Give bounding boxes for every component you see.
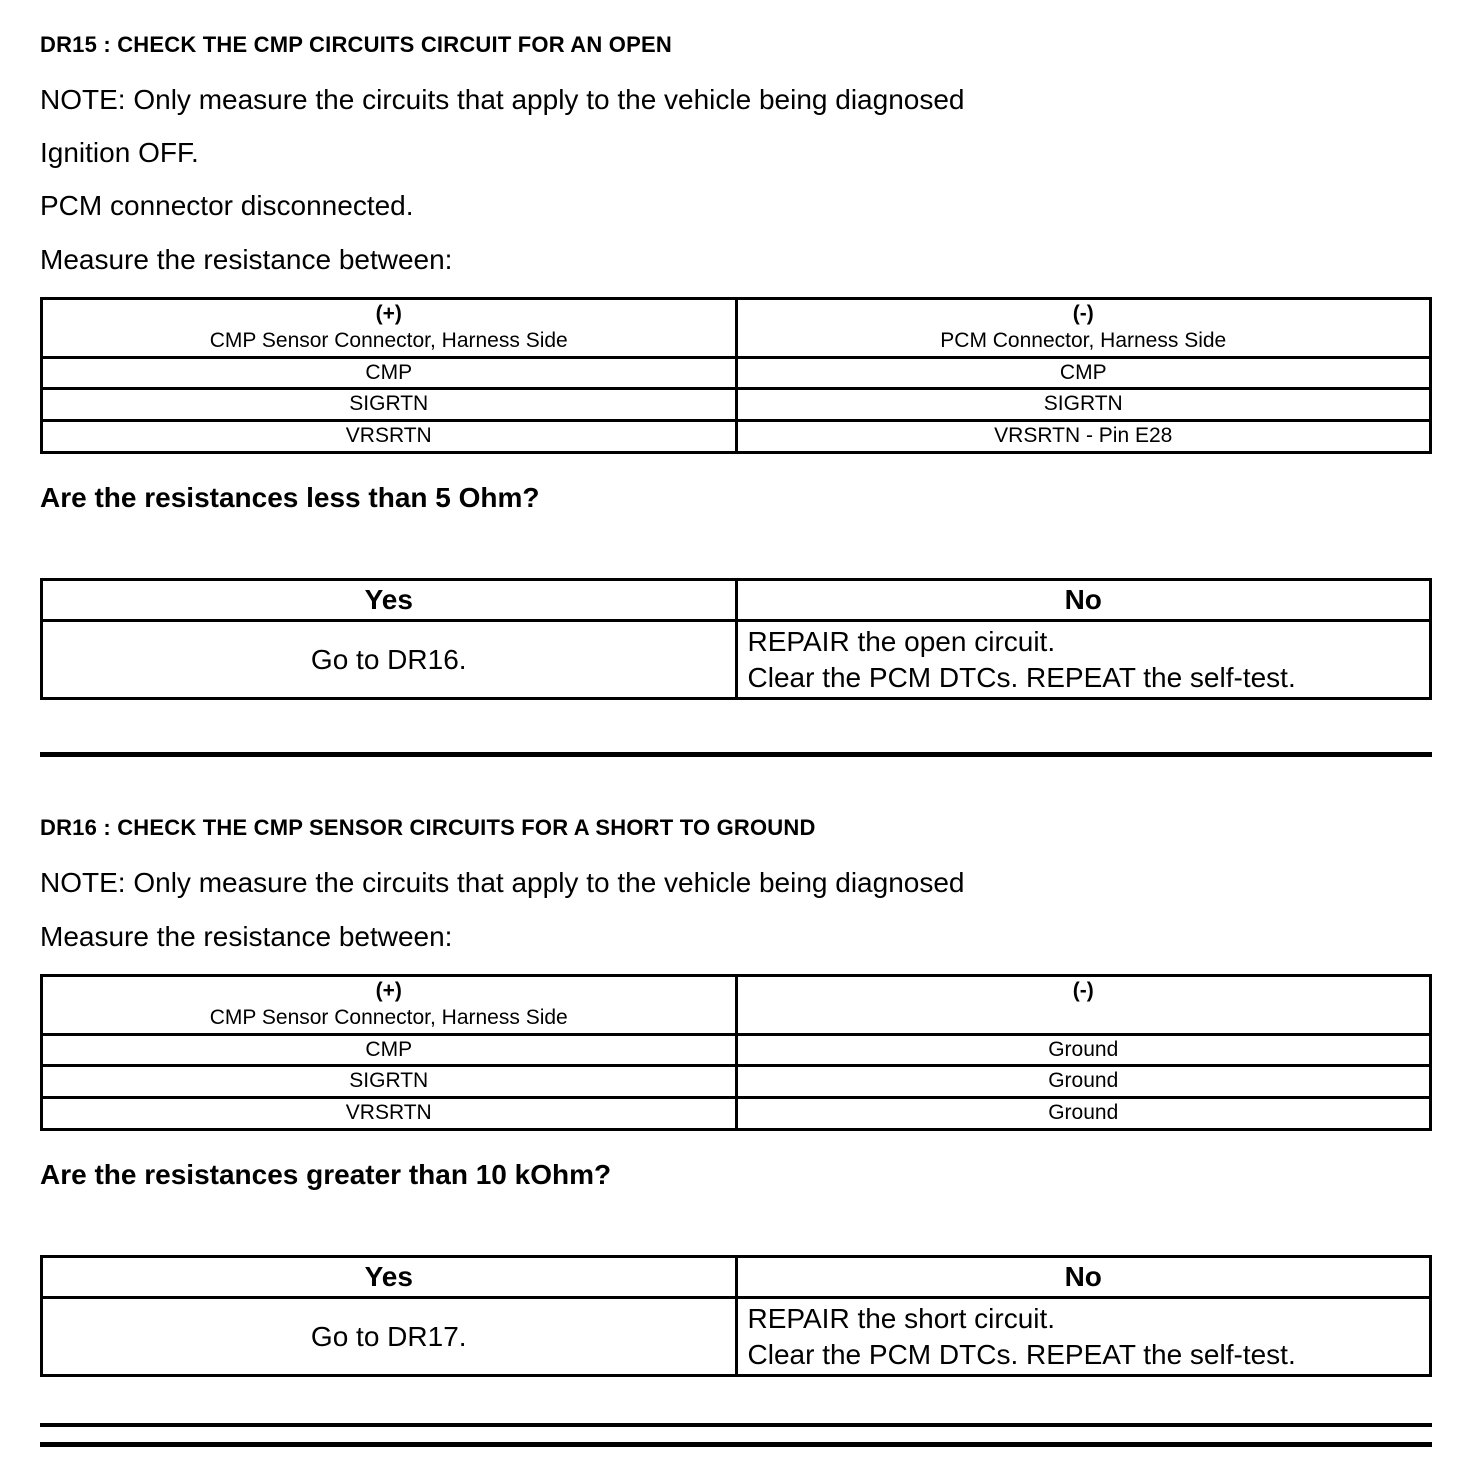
instruction-line: Measure the resistance between: xyxy=(40,920,453,952)
note-line: NOTE: Only measure the circuits that apply to the vehicle being diagnosed xyxy=(40,84,965,115)
negative-lead-header-cell xyxy=(736,298,1431,357)
yes-action-cell: Go to DR16. xyxy=(42,620,737,699)
decision-table-dr16 xyxy=(40,1255,1432,1377)
measurement-table-header-row xyxy=(42,975,1431,1034)
circuit-cell: SIGRTN xyxy=(736,389,1431,421)
bottom-rule-gap xyxy=(40,1427,1432,1442)
positive-lead-description: CMP Sensor Connector, Harness Side xyxy=(209,1005,568,1029)
circuit-cell: SIGRTN xyxy=(42,1066,737,1098)
positive-lead-header-cell xyxy=(42,298,737,357)
note-line: NOTE: Only measure the circuits that apply to the vehicle being diagnosed xyxy=(40,867,965,899)
instruction-line: Ignition OFF. xyxy=(40,137,199,169)
no-action-line: Clear the PCM DTCs. REPEAT the self-test. xyxy=(747,1338,1296,1370)
circuit-cell: Ground xyxy=(736,1034,1431,1066)
decision-header-row xyxy=(42,580,1431,621)
no-action-line: REPAIR the open circuit. xyxy=(747,625,1056,657)
decision-row xyxy=(42,620,1431,699)
circuit-cell: VRSRTN xyxy=(42,421,737,453)
section-dr15 xyxy=(40,32,1432,700)
measurement-table-header-row xyxy=(42,298,1431,357)
table-row xyxy=(42,389,1431,421)
question-line: Are the resistances less than 5 Ohm? xyxy=(40,482,540,514)
yes-header-cell: Yes xyxy=(42,1257,737,1298)
circuit-cell: CMP xyxy=(42,1034,737,1066)
decision-header-row xyxy=(42,1257,1431,1298)
question-line: Are the resistances greater than 10 kOhm? xyxy=(40,1159,612,1191)
instruction-line: Measure the resistance between: xyxy=(40,243,453,275)
measurement-table-dr15 xyxy=(40,297,1432,454)
table-row xyxy=(42,421,1431,453)
minus-sign-label: (-) xyxy=(1072,978,1094,1002)
negative-lead-description: PCM Connector, Harness Side xyxy=(940,328,1227,352)
no-header-cell: No xyxy=(736,1257,1431,1298)
table-row xyxy=(42,1034,1431,1066)
positive-lead-description: CMP Sensor Connector, Harness Side xyxy=(209,328,568,352)
circuit-cell: VRSRTN xyxy=(42,1098,737,1130)
section-divider-rule xyxy=(40,752,1432,757)
negative-lead-description xyxy=(748,1005,1420,1032)
decision-row xyxy=(42,1297,1431,1376)
circuit-cell: SIGRTN xyxy=(42,389,737,421)
yes-action-cell: Go to DR17. xyxy=(42,1297,737,1376)
table-row xyxy=(42,357,1431,389)
positive-lead-header-cell xyxy=(42,975,737,1034)
minus-sign-label: (-) xyxy=(1072,301,1094,325)
step-heading-dr15: DR15 : CHECK THE CMP CIRCUITS CIRCUIT FOR AN OPEN xyxy=(40,32,672,57)
circuit-cell: Ground xyxy=(736,1098,1431,1130)
bottom-rule-bottom xyxy=(40,1442,1432,1447)
table-row xyxy=(42,1066,1431,1098)
yes-header-cell: Yes xyxy=(42,580,737,621)
no-header-cell: No xyxy=(736,580,1431,621)
no-action-line: REPAIR the short circuit. xyxy=(747,1302,1056,1334)
plus-sign-label: (+) xyxy=(375,301,402,325)
decision-table-dr15 xyxy=(40,578,1432,700)
no-action-cell xyxy=(736,620,1431,699)
measurement-table-dr16 xyxy=(40,974,1432,1131)
negative-lead-header-cell xyxy=(736,975,1431,1034)
section-dr16 xyxy=(40,815,1432,1377)
plus-sign-label: (+) xyxy=(375,978,402,1002)
no-action-line: Clear the PCM DTCs. REPEAT the self-test. xyxy=(747,661,1296,693)
no-action-cell xyxy=(736,1297,1431,1376)
circuit-cell: Ground xyxy=(736,1066,1431,1098)
circuit-cell: CMP xyxy=(736,357,1431,389)
instruction-line: PCM connector disconnected. xyxy=(40,190,414,222)
table-row xyxy=(42,1098,1431,1130)
page-end-double-rule xyxy=(40,1423,1432,1447)
step-heading-dr16: DR16 : CHECK THE CMP SENSOR CIRCUITS FOR A SHORT TO GROUND xyxy=(40,815,816,841)
circuit-cell: CMP xyxy=(42,357,737,389)
circuit-cell: VRSRTN - Pin E28 xyxy=(736,421,1431,453)
